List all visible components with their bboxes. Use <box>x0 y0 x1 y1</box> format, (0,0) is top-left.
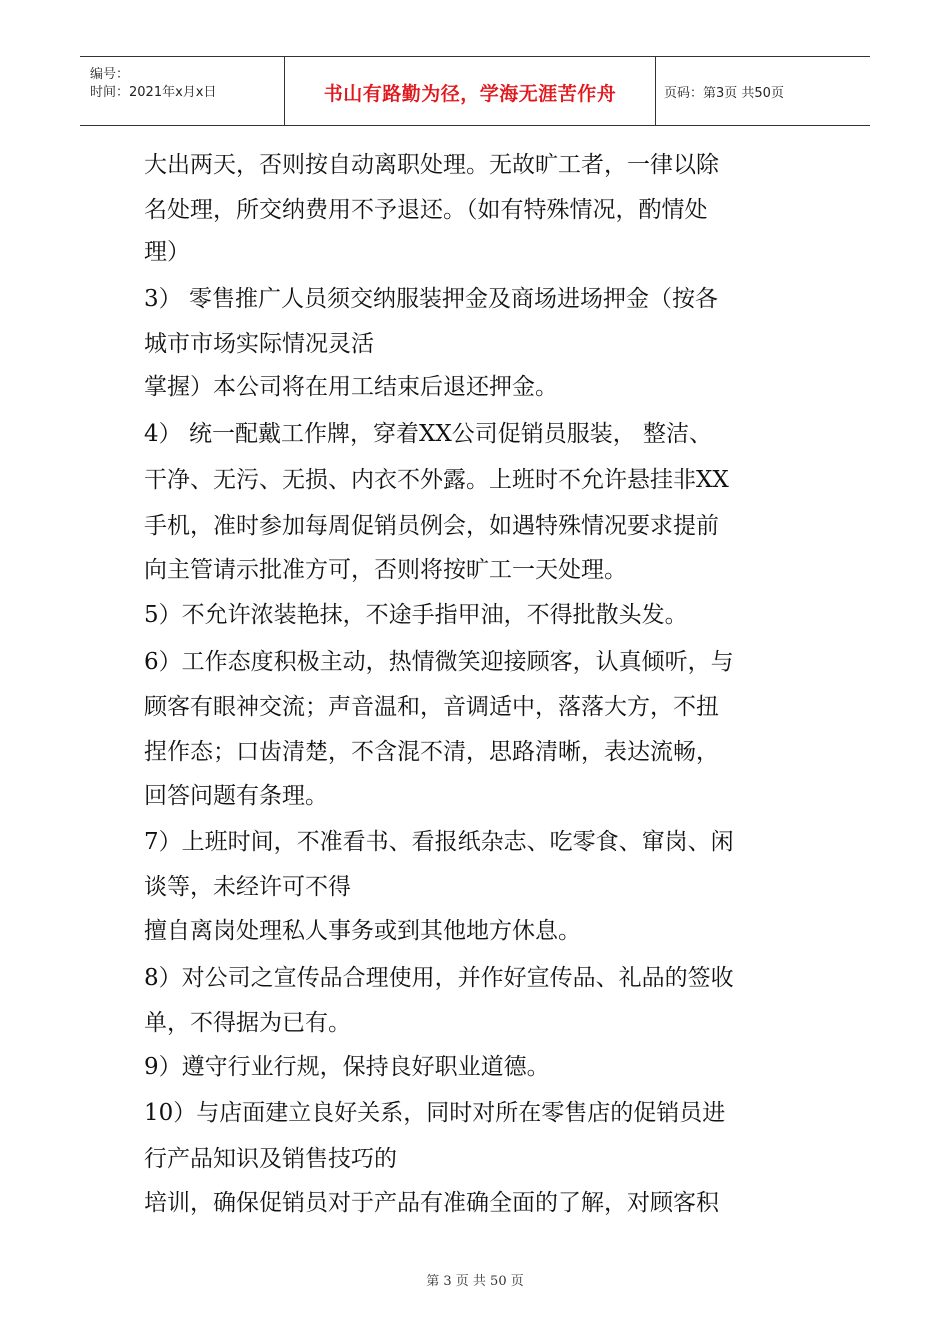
body-line: 5）不允许浓装艳抹，不途手指甲油，不得批散头发。 <box>144 602 688 628</box>
body-line: 干净、无污、无损、内衣不外露。上班时不允许悬挂非XX <box>144 467 729 493</box>
body-line: 名处理，所交纳费用不予退还。（如有特殊情况，酌情处 <box>144 197 708 223</box>
document-date-label: 时间：2021年x月x日 <box>90 85 217 100</box>
body-line: 捏作态；口齿清楚，不含混不清，思路清晰，表达流畅， <box>144 739 719 765</box>
body-line: 4） 统一配戴工作牌，穿着XX公司促销员服装， 整洁、 <box>144 421 713 447</box>
header-page-info: 页码：第3页 共50页 <box>664 86 784 101</box>
body-line: 培训，确保促销员对于产品有准确全面的了解，对顾客积 <box>144 1190 719 1216</box>
body-line: 单，不得据为已有。 <box>144 1010 351 1036</box>
body-line: 擅自离岗处理私人事务或到其他地方休息。 <box>144 918 581 944</box>
body-line: 8）对公司之宣传品合理使用，并作好宣传品、礼品的签收 <box>144 965 734 991</box>
body-line: 向主管请示批准方可，否则将按旷工一天处理。 <box>144 557 627 583</box>
body-line: 谈等，未经许可不得 <box>144 874 351 900</box>
body-line: 10）与店面建立良好关系，同时对所在零售店的促销员进 <box>144 1100 726 1126</box>
body-line: 7）上班时间，不准看书、看报纸杂志、吃零食、窜岗、闲 <box>144 829 734 855</box>
header-page-cell <box>656 57 870 125</box>
body-line: 回答问题有条理。 <box>144 783 328 809</box>
body-line: 9）遵守行业行规，保持良好职业道德。 <box>144 1054 550 1080</box>
header-meta-cell <box>80 57 285 125</box>
body-line: 3） 零售推广人员须交纳服装押金及商场进场押金（按各 <box>144 286 718 312</box>
body-line: 顾客有眼神交流；声音温和，音调适中，落落大方，不扭 <box>144 694 719 720</box>
page-footer: 第 3 页 共 50 页 <box>426 1274 524 1289</box>
body-line: 掌握）本公司将在用工结束后退还押金。 <box>144 374 558 400</box>
document-header <box>80 56 870 126</box>
body-line: 6）工作态度积极主动，热情微笑迎接顾客，认真倾听，与 <box>144 649 734 675</box>
body-line: 行产品知识及销售技巧的 <box>144 1146 397 1172</box>
document-number-label: 编号： <box>90 67 130 82</box>
header-motto-cell <box>285 57 656 125</box>
body-line: 手机，准时参加每周促销员例会，如遇特殊情况要求提前 <box>144 513 719 539</box>
body-line: 大出两天，否则按自动离职处理。无故旷工者，一律以除 <box>144 152 719 178</box>
header-motto: 书山有路勤为径，学海无涯苦作舟 <box>323 83 617 105</box>
body-line: 理） <box>144 239 190 265</box>
body-line: 城市市场实际情况灵活 <box>144 331 374 357</box>
